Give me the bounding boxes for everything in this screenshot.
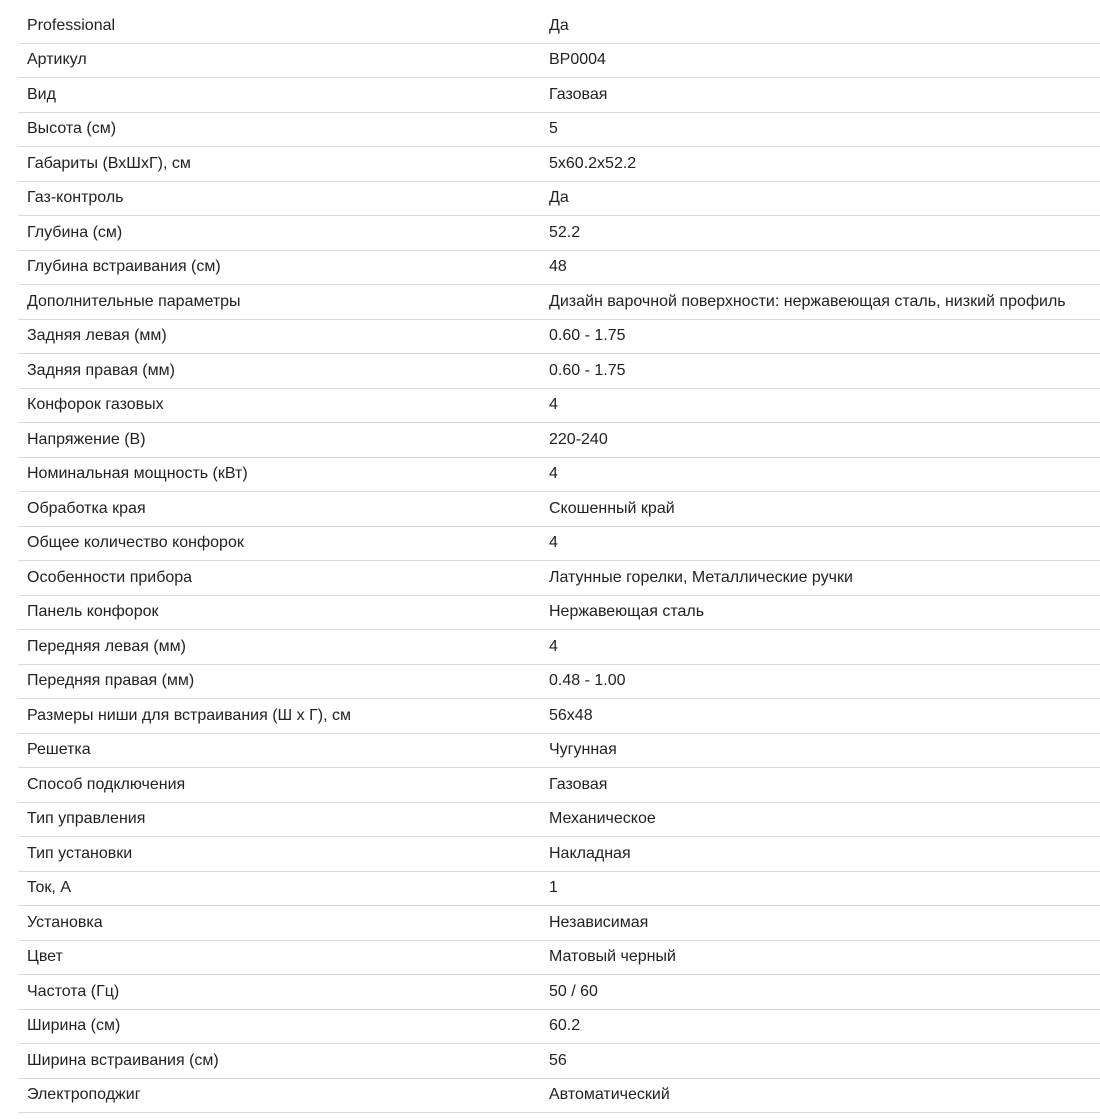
spec-name: Задняя левая (мм) <box>18 319 540 354</box>
spec-value: 4 <box>540 630 1100 665</box>
spec-row <box>18 595 1100 630</box>
spec-name: Тип управления <box>18 802 540 837</box>
spec-name: Частота (Гц) <box>18 975 540 1010</box>
spec-value: Скошенный край <box>540 492 1100 527</box>
spec-row <box>18 940 1100 975</box>
spec-row <box>18 561 1100 596</box>
spec-value: Накладная <box>540 837 1100 872</box>
spec-value: Независимая <box>540 906 1100 941</box>
spec-row <box>18 181 1100 216</box>
spec-name: Особенности прибора <box>18 561 540 596</box>
specifications-table <box>18 9 1100 1113</box>
spec-value: 4 <box>540 457 1100 492</box>
spec-name: Тип установки <box>18 837 540 872</box>
spec-row <box>18 457 1100 492</box>
spec-value: 52.2 <box>540 216 1100 251</box>
spec-value: Латунные горелки, Металлические ручки <box>540 561 1100 596</box>
spec-value: Автоматический <box>540 1078 1100 1113</box>
spec-value: BP0004 <box>540 43 1100 78</box>
spec-row <box>18 1044 1100 1079</box>
spec-row <box>18 802 1100 837</box>
spec-name: Ширина (см) <box>18 1009 540 1044</box>
spec-row <box>18 1078 1100 1113</box>
specifications-body <box>18 9 1100 1113</box>
spec-name: Общее количество конфорок <box>18 526 540 561</box>
spec-name: Ток, А <box>18 871 540 906</box>
spec-name: Электроподжиг <box>18 1078 540 1113</box>
spec-row <box>18 733 1100 768</box>
spec-value: 4 <box>540 526 1100 561</box>
spec-name: Глубина встраивания (см) <box>18 250 540 285</box>
spec-row <box>18 147 1100 182</box>
spec-value: 0.60 - 1.75 <box>540 319 1100 354</box>
spec-name: Напряжение (В) <box>18 423 540 458</box>
spec-row <box>18 492 1100 527</box>
spec-value: Чугунная <box>540 733 1100 768</box>
spec-name: Передняя правая (мм) <box>18 664 540 699</box>
spec-name: Способ подключения <box>18 768 540 803</box>
spec-value: 220-240 <box>540 423 1100 458</box>
spec-value: Да <box>540 9 1100 43</box>
spec-row <box>18 319 1100 354</box>
spec-name: Professional <box>18 9 540 43</box>
spec-row <box>18 9 1100 43</box>
spec-name: Передняя левая (мм) <box>18 630 540 665</box>
spec-value: 1 <box>540 871 1100 906</box>
spec-value: Газовая <box>540 768 1100 803</box>
spec-row <box>18 1009 1100 1044</box>
spec-row <box>18 664 1100 699</box>
spec-name: Артикул <box>18 43 540 78</box>
spec-value: 60.2 <box>540 1009 1100 1044</box>
spec-name: Решетка <box>18 733 540 768</box>
spec-name: Номинальная мощность (кВт) <box>18 457 540 492</box>
spec-value: 48 <box>540 250 1100 285</box>
spec-row <box>18 250 1100 285</box>
spec-name: Высота (см) <box>18 112 540 147</box>
spec-name: Конфорок газовых <box>18 388 540 423</box>
spec-value: Газовая <box>540 78 1100 113</box>
spec-name: Цвет <box>18 940 540 975</box>
spec-name: Установка <box>18 906 540 941</box>
spec-name: Дополнительные параметры <box>18 285 540 320</box>
spec-value: 5 <box>540 112 1100 147</box>
spec-value: 56 <box>540 1044 1100 1079</box>
spec-name: Ширина встраивания (см) <box>18 1044 540 1079</box>
spec-name: Габариты (ВхШхГ), см <box>18 147 540 182</box>
spec-row <box>18 975 1100 1010</box>
spec-value: 56x48 <box>540 699 1100 734</box>
spec-row <box>18 78 1100 113</box>
spec-value: Да <box>540 181 1100 216</box>
spec-name: Обработка края <box>18 492 540 527</box>
spec-row <box>18 699 1100 734</box>
spec-value: 0.60 - 1.75 <box>540 354 1100 389</box>
spec-value: Дизайн варочной поверхности: нержавеющая сталь, низкий профиль <box>540 285 1100 320</box>
spec-row <box>18 354 1100 389</box>
spec-name: Задняя правая (мм) <box>18 354 540 389</box>
spec-row <box>18 837 1100 872</box>
spec-row <box>18 43 1100 78</box>
spec-value: 5x60.2x52.2 <box>540 147 1100 182</box>
spec-value: 0.48 - 1.00 <box>540 664 1100 699</box>
spec-name: Газ-контроль <box>18 181 540 216</box>
spec-row <box>18 768 1100 803</box>
spec-name: Глубина (см) <box>18 216 540 251</box>
spec-row <box>18 630 1100 665</box>
spec-row <box>18 112 1100 147</box>
spec-value: 50 / 60 <box>540 975 1100 1010</box>
spec-row <box>18 906 1100 941</box>
spec-name: Вид <box>18 78 540 113</box>
spec-row <box>18 871 1100 906</box>
spec-row <box>18 526 1100 561</box>
spec-value: Нержавеющая сталь <box>540 595 1100 630</box>
spec-row <box>18 285 1100 320</box>
spec-value: Матовый черный <box>540 940 1100 975</box>
spec-name: Панель конфорок <box>18 595 540 630</box>
spec-row <box>18 423 1100 458</box>
spec-value: Механическое <box>540 802 1100 837</box>
spec-row <box>18 388 1100 423</box>
spec-name: Размеры ниши для встраивания (Ш х Г), см <box>18 699 540 734</box>
spec-value: 4 <box>540 388 1100 423</box>
spec-row <box>18 216 1100 251</box>
